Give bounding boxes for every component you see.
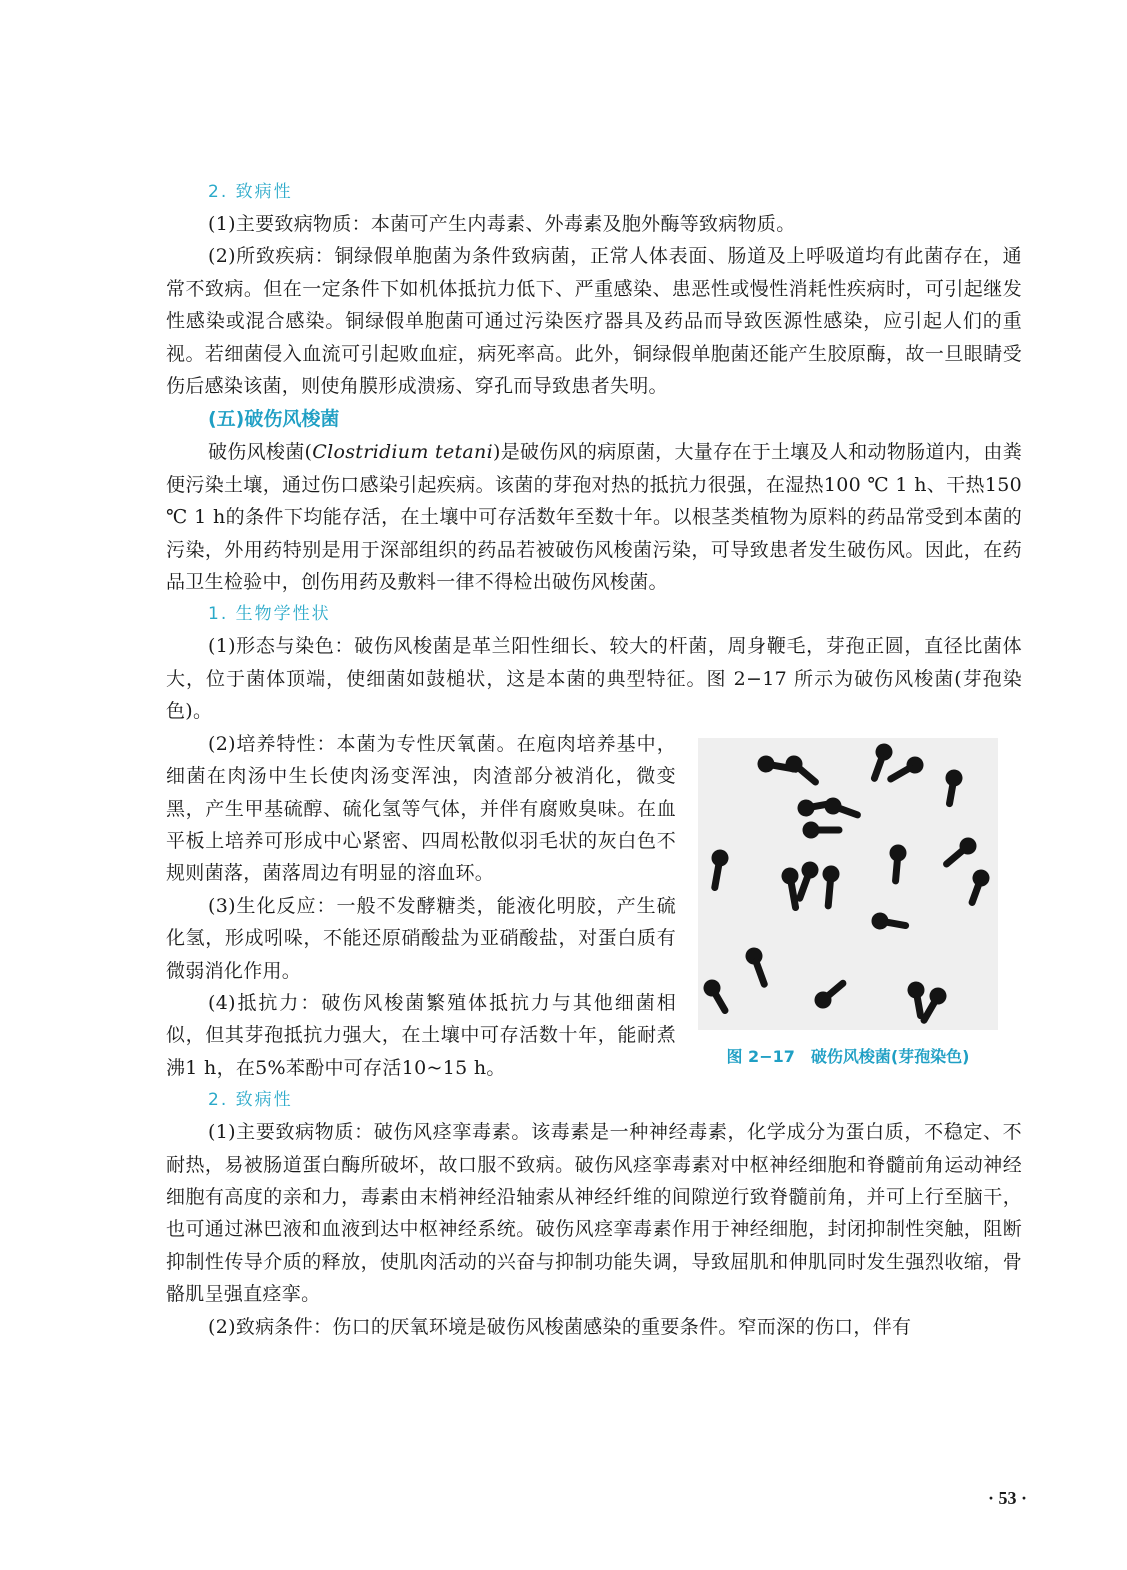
subheading-pathogenicity: 2. 致病性 xyxy=(208,182,293,202)
paragraph-main-pathogenic-substances: (1)主要致病物质：本菌可产生内毒素、外毒素及胞外酶等致病物质。 xyxy=(208,213,796,235)
latin-species-name: Clostridium tetani xyxy=(312,441,493,464)
paragraph-biochemical-reactions: (3)生化反应：一般不发酵糖类，能液化明胶，产生硫化氢，形成吲哚，不能还原硝酸盐为亚硝酸盐，对蛋白质有微弱消化作用。 xyxy=(166,894,676,982)
page-content xyxy=(166,176,1022,1343)
wrapped-text-column xyxy=(166,728,676,1084)
paragraph-pathogenic-conditions: (2)致病条件：伤口的厌氧环境是破伤风梭菌感染的重要条件。窄而深的伤口，伴有 xyxy=(208,1315,912,1338)
section-title-clostridium-tetani: (五)破伤风梭菌 xyxy=(208,408,340,431)
page-number: · 53 · xyxy=(987,1488,1027,1508)
intro-text-post: )是破伤风的病原菌，大量存在于土壤及人和动物肠道内，由粪便污染土壤，通过伤口感染引起疾病。该菌的芽孢对热的抵抗力很强，在湿热100 ℃ 1 h、干热150 ℃ 1 h的条件下均能存活，在土壤中可存活数年至数十年。以根茎类植物为原料的药品常受到本菌的污染，外用药特别是用于深部组织的药品若被破伤风梭菌污染，可导致患者发生破伤风。因此，在药品卫生检验中，创伤用药及敷料一律不得检出破伤风梭菌。 xyxy=(166,441,1023,594)
paragraph-tetanospasmin: (1)主要致病物质：破伤风痉挛毒素。该毒素是一种神经毒素，化学成分为蛋白质，不稳定、不耐热，易被肠道蛋白酶所破坏，故口服不致病。破伤风痉挛毒素对中枢神经细胞和脊髓前角运动神经细胞有高度的亲和力，毒素由末梢神经沿轴索从神经纤维的间隙逆行致脊髓前角，并可上行至脑干，也可通过淋巴液和血液到达中枢神经系统。破伤风痉挛毒素作用于神经细胞，封闭抑制性突触，阻断抑制性传导介质的释放，使肌肉活动的兴奋与抑制功能失调，导致屈肌和伸肌同时发生强烈收缩，骨骼肌呈强直痉挛。 xyxy=(166,1121,1022,1306)
text-with-figure xyxy=(166,728,1022,1084)
subheading-pathogenicity-2: 2. 致病性 xyxy=(208,1090,293,1111)
micrograph-image xyxy=(698,738,998,1030)
paragraph-culture-traits: (2)培养特性：本菌为专性厌氧菌。在庖肉培养基中，细菌在肉汤中生长使肉汤变浑浊，肉渣部分被消化，微变黑，产生甲基硫醇、硫化氢等气体，并伴有腐败臭味。在血平板上培养可形成中心紧密、四周松散似羽毛状的灰白色不规则菌落，菌落周边有明显的溶血环。 xyxy=(166,732,676,885)
paragraph-intro-clostridium xyxy=(166,436,1022,598)
paragraph-diseases-caused: (2)所致疾病：铜绿假单胞菌为条件致病菌，正常人体表面、肠道及上呼吸道均有此菌存在，通常不致病。但在一定条件下如机体抵抗力低下、严重感染、患恶性或慢性消耗性疾病时，可引起继发性感染或混合感染。铜绿假单胞菌可通过污染医疗器具及药品而导致医源性感染，应引起人们的重视。若细菌侵入血流可引起败血症，病死率高。此外，铜绿假单胞菌还能产生胶原酶，故一旦眼睛受伤后感染该菌，则使角膜形成溃疡、穿孔而导致患者失明。 xyxy=(166,245,1022,398)
paragraph-resistance: (4)抵抗力：破伤风梭菌繁殖体抵抗力与其他细菌相似，但其芽孢抵抗力强大，在土壤中可存活数十年，能耐煮沸1 h，在5%苯酚中可存活10~15 h。 xyxy=(166,991,676,1079)
figure-caption: 图 2−17 破伤风梭菌(芽孢染色) xyxy=(726,1046,970,1066)
intro-text-pre: 破伤风梭菌( xyxy=(208,441,313,464)
subheading-biological-traits: 1. 生物学性状 xyxy=(208,604,331,625)
paragraph-morphology-staining: (1)形态与染色：破伤风梭菌是革兰阳性细长、较大的杆菌，周身鞭毛，芽孢正圆，直径比菌体大，位于菌体顶端，使细菌如鼓槌状，这是本菌的典型特征。图 2−17 所示为破伤风梭菌(芽孢染色)。 xyxy=(166,635,1022,723)
figure-2-17 xyxy=(698,738,998,1067)
